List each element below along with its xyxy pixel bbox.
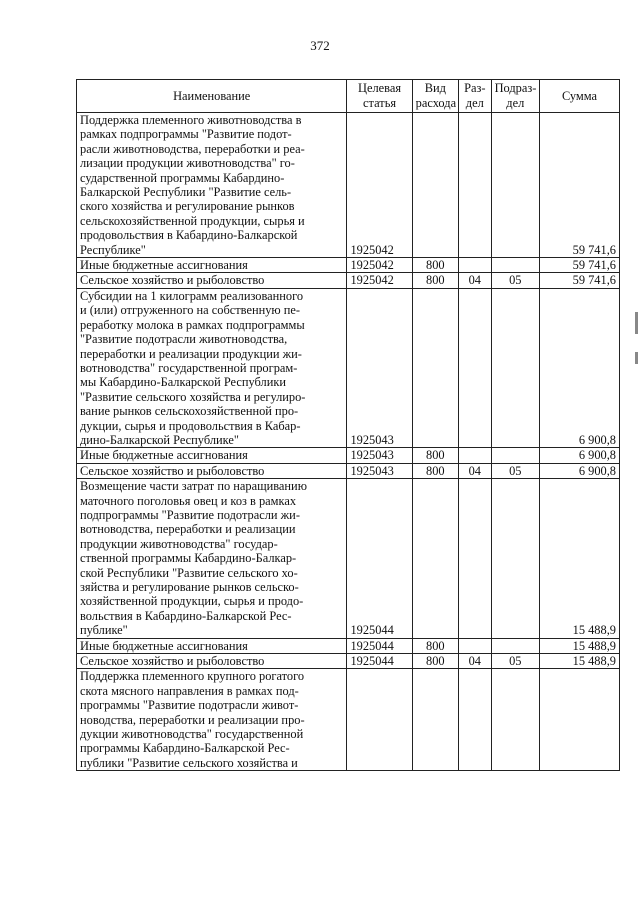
- row-type: [412, 479, 458, 638]
- header-section: Раз-дел: [458, 80, 491, 113]
- row-name: Поддержка племенного животноводства в рамках подпрограммы "Развитие подот- расли животноводства, переработки и реа- лизации продукции животноводства" го- сударственной программы Кабардино- Балкарской Республики "Развитие сель- ского хозяйства и регулирование рынков сельскохозяйственной продукции, сырья и продовольствия в Кабардино-Балкарской Республике": [77, 113, 347, 258]
- header-sum: Сумма: [539, 80, 619, 113]
- row-subsection: [491, 669, 539, 771]
- table-row: [77, 273, 620, 288]
- row-code: 1925043: [347, 463, 412, 478]
- row-type: 800: [412, 448, 458, 463]
- row-sum: 15 488,9: [539, 638, 619, 653]
- row-sum: 6 900,8: [539, 463, 619, 478]
- scan-artifact: [635, 352, 638, 364]
- header-code: Целевая статья: [347, 80, 412, 113]
- row-subsection: [491, 448, 539, 463]
- table-row: [77, 638, 620, 653]
- row-type: 800: [412, 463, 458, 478]
- table-row: [77, 479, 620, 638]
- row-sum: 59 741,6: [539, 113, 619, 258]
- row-name: Сельское хозяйство и рыболовство: [77, 654, 347, 669]
- row-section: [458, 113, 491, 258]
- row-section: [458, 479, 491, 638]
- row-subsection: [491, 288, 539, 447]
- table-header-row: [77, 80, 620, 113]
- row-subsection: 05: [491, 463, 539, 478]
- row-type: 800: [412, 258, 458, 273]
- row-code: 1925043: [347, 288, 412, 447]
- row-code: 1925042: [347, 258, 412, 273]
- row-type: 800: [412, 638, 458, 653]
- row-name: Поддержка племенного крупного рогатого скота мясного направления в рамках под- программы "Развитие подотрасли живот- новодства, переработки и реализации про- дукции животноводства" государственной программы Кабардино-Балкарской Рес- публики "Развитие сельского хозяйства и: [77, 669, 347, 771]
- row-section: 04: [458, 463, 491, 478]
- row-type: [412, 669, 458, 771]
- page-number: 372: [310, 38, 330, 53]
- row-sum: 6 900,8: [539, 288, 619, 447]
- row-type: 800: [412, 654, 458, 669]
- row-section: [458, 258, 491, 273]
- row-subsection: [491, 638, 539, 653]
- row-section: [458, 638, 491, 653]
- row-subsection: [491, 113, 539, 258]
- table-row: [77, 288, 620, 447]
- row-section: 04: [458, 273, 491, 288]
- row-code: [347, 669, 412, 771]
- table-row: [77, 669, 620, 771]
- row-type: [412, 288, 458, 447]
- row-name: Иные бюджетные ассигнования: [77, 448, 347, 463]
- table-row: [77, 258, 620, 273]
- row-sum: 6 900,8: [539, 448, 619, 463]
- row-sum: 15 488,9: [539, 654, 619, 669]
- table-row: [77, 113, 620, 258]
- row-section: [458, 669, 491, 771]
- row-subsection: [491, 479, 539, 638]
- row-name: Возмещение части затрат по наращиванию маточного поголовья овец и коз в рамках подпрограммы "Развитие подотрасли жи- вотноводства, переработки и реализации продукции животноводства" государ- ственной программы Кабардино-Балкар- ской Республики "Развитие сельского хо- зяйства и регулирование рынков сельско- хозяйственной продукции, сырья и продо- вольствия в Кабардино-Балкарской Рес- публике": [77, 479, 347, 638]
- row-section: [458, 448, 491, 463]
- row-subsection: 05: [491, 654, 539, 669]
- row-name: Иные бюджетные ассигнования: [77, 638, 347, 653]
- table-row: [77, 448, 620, 463]
- header-subsection: Подраз-дел: [491, 80, 539, 113]
- row-type: 800: [412, 273, 458, 288]
- row-type: [412, 113, 458, 258]
- scan-artifact: [635, 312, 638, 334]
- table-row: [77, 463, 620, 478]
- row-subsection: [491, 258, 539, 273]
- row-code: 1925042: [347, 273, 412, 288]
- header-type: Вид расхода: [412, 80, 458, 113]
- row-name: Иные бюджетные ассигнования: [77, 258, 347, 273]
- row-code: 1925043: [347, 448, 412, 463]
- row-code: 1925044: [347, 654, 412, 669]
- row-sum: 15 488,9: [539, 479, 619, 638]
- row-sum: 59 741,6: [539, 258, 619, 273]
- row-name: Сельское хозяйство и рыболовство: [77, 273, 347, 288]
- row-name: Сельское хозяйство и рыболовство: [77, 463, 347, 478]
- row-section: 04: [458, 654, 491, 669]
- row-sum: [539, 669, 619, 771]
- row-name: Субсидии на 1 килограмм реализованного и (или) отгруженного на собственную пе- реработку молока в рамках подпрограммы "Развитие подотрасли животноводства, переработки и реализации продукции жи- вотноводства" государственной програм- мы Кабардино-Балкарской Республики "Развитие сельского хозяйства и регулиро- вание рынков сельскохозяйственной про- дукции, сырья и продовольствия в Кабар- дино-Балкарской Республике": [77, 288, 347, 447]
- row-code: 1925044: [347, 638, 412, 653]
- header-name: Наименование: [77, 80, 347, 113]
- budget-table: [76, 79, 620, 771]
- row-section: [458, 288, 491, 447]
- row-code: 1925044: [347, 479, 412, 638]
- row-code: 1925042: [347, 113, 412, 258]
- table-row: [77, 654, 620, 669]
- row-sum: 59 741,6: [539, 273, 619, 288]
- row-subsection: 05: [491, 273, 539, 288]
